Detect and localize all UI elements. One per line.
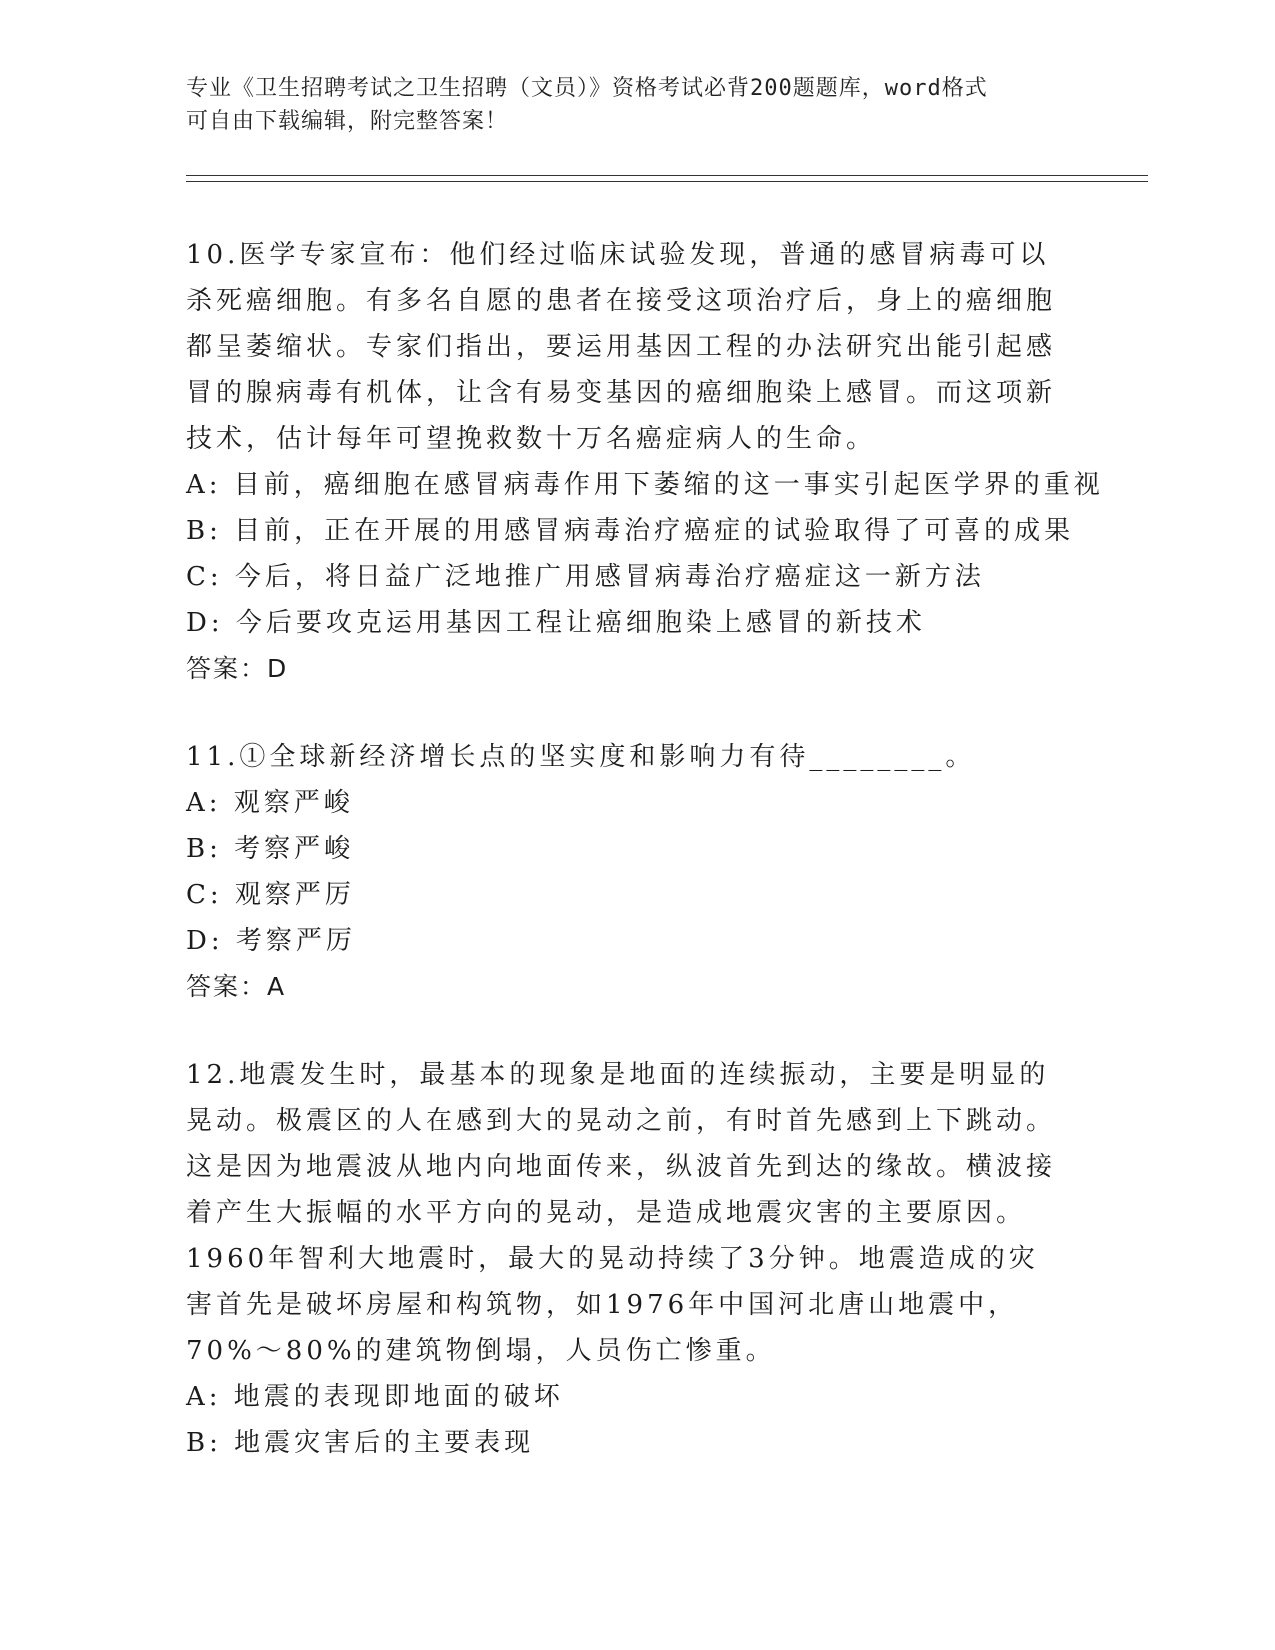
question-10	[186, 232, 1104, 692]
option-b: B: 考察严峻	[186, 834, 355, 864]
option-d: D: 今后要攻克运用基因工程让癌细胞染上感冒的新技术	[186, 608, 926, 638]
option-d: D: 考察严厉	[186, 926, 356, 956]
question-stem: 10.医学专家宣布：他们经过临床试验发现，普通的感冒病毒可以杀死癌细胞。有多名自愿的患者在接受这项治疗后，身上的癌细胞都呈萎缩状。专家们指出，要运用基因工程的办法研究出能引起感冒的腺病毒有机体，让含有易变基因的癌细胞染上感冒。而这项新技术，估计每年可望挽救数十万名癌症病人的生命。	[186, 240, 1057, 454]
option-a: A: 目前，癌细胞在感冒病毒作用下萎缩的这一事实引起医学界的重视	[186, 470, 1104, 500]
option-a: A: 地震的表现即地面的破坏	[186, 1382, 564, 1412]
header-line-2: 可自由下载编辑，附完整答案！	[186, 109, 509, 134]
header-divider-bottom	[186, 181, 1148, 182]
document-header	[186, 72, 1066, 138]
option-b: B: 地震灾害后的主要表现	[186, 1428, 535, 1458]
question-stem: 12.地震发生时，最基本的现象是地面的连续振动，主要是明显的晃动。极震区的人在感到大的晃动之前，有时首先感到上下跳动。这是因为地震波从地内向地面传来，纵波首先到达的缘故。横波接着产生大振幅的水平方向的晃动，是造成地震灾害的主要原因。1960年智利大地震时，最大的晃动持续了3分钟。地震造成的灾害首先是破坏房屋和构筑物，如1976年中国河北唐山地震中，70%～80%的建筑物倒塌，人员伤亡惨重。	[186, 1060, 1057, 1366]
answer-line: 答案：A	[186, 972, 287, 1001]
question-11	[186, 734, 1066, 1010]
header-divider-top	[186, 175, 1148, 176]
answer-line: 答案：D	[186, 654, 289, 683]
option-c: C: 今后，将日益广泛地推广用感冒病毒治疗癌症这一新方法	[186, 562, 985, 592]
option-c: C: 观察严厉	[186, 880, 355, 910]
question-stem: 11.①全球新经济增长点的坚实度和影响力有待________。	[186, 742, 976, 772]
question-list	[186, 232, 1104, 1508]
option-b: B: 目前，正在开展的用感冒病毒治疗癌症的试验取得了可喜的成果	[186, 516, 1075, 546]
question-12	[186, 1052, 1066, 1466]
option-a: A: 观察严峻	[186, 788, 354, 818]
header-line-1: 专业《卫生招聘考试之卫生招聘（文员）》资格考试必背200题题库，word格式	[186, 76, 988, 101]
